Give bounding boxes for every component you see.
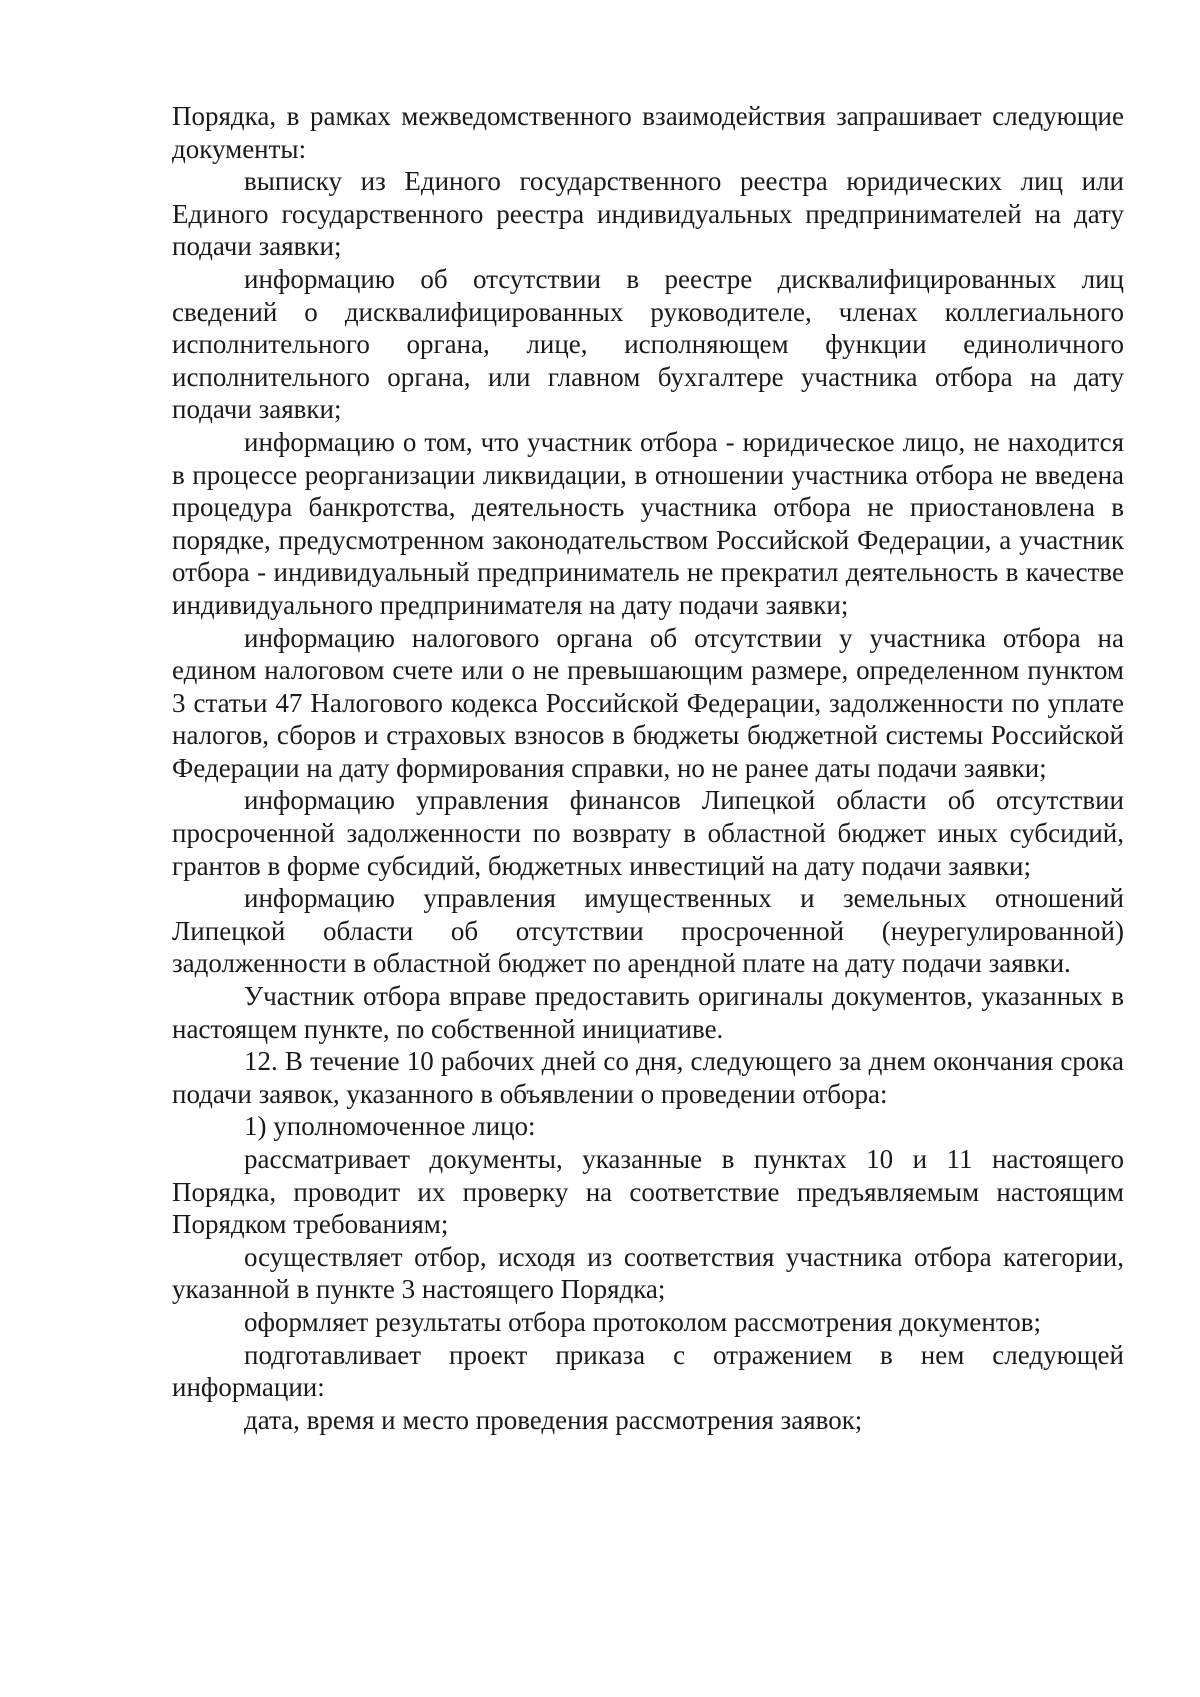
- paragraph-own-initiative: Участник отбора вправе предоставить оригиналы документов, указанных в настоящем пункте, по собственной инициативе.: [172, 981, 1124, 1044]
- paragraph-tax-debt: информацию налогового органа об отсутствии у участника отбора на едином налоговом счете или о не превышающим размере, определенном пунктом 3 статьи 47 Налогового кодекса Российской Федерации, задолженности по уплате налогов, сборов и страховых взносов в бюджеты бюджетной системы Российской Федерации на дату формирования справки, но не ранее даты подачи заявки;: [172, 622, 1124, 783]
- paragraph-protocol: оформляет результаты отбора протоколом рассмотрения документов;: [244, 1306, 1042, 1337]
- paragraph-item-12: 12. В течение 10 рабочих дней со дня, следующего за днем окончания срока подачи заявок, указанного в объявлении о проведении отбора:: [172, 1046, 1124, 1109]
- paragraph-egrul-extract: выписку из Единого государственного реестра юридических лиц или Единого государственного реестра индивидуальных предпринимателей на дату подачи заявки;: [172, 166, 1124, 262]
- paragraph-continuation: Порядка, в рамках межведомственного взаимодействия запрашивает следующие документы:: [172, 101, 1124, 164]
- document-page: [172, 100, 1124, 1436]
- paragraph-property-debt: информацию управления имущественных и земельных отношений Липецкой области об отсутствии просроченной (неурегулированной) задолженности в областной бюджет по арендной плате на дату подачи заявки.: [172, 883, 1124, 979]
- paragraph-finance-debt: информацию управления финансов Липецкой области об отсутствии просроченной задолженности по возврату в областной бюджет иных субсидий, грантов в форме субсидий, бюджетных инвестиций на дату подачи заявки;: [172, 785, 1124, 881]
- paragraph-date-time-place: дата, время и место проведения рассмотрения заявок;: [244, 1404, 863, 1435]
- paragraph-reviews-documents: рассматривает документы, указанные в пунктах 10 и 11 настоящего Порядка, проводит их проверку на соответствие предъявляемым настоящим Порядком требованиям;: [172, 1144, 1124, 1240]
- paragraph-disqualified-persons: информацию об отсутствии в реестре дисквалифицированных лиц сведений о дисквалифицированных руководителе, членах коллегиального исполнительного органа, лице, исполняющем функции единоличного исполнительного органа, или главном бухгалтере участника отбора на дату подачи заявки;: [172, 263, 1124, 425]
- paragraph-performs-selection: осуществляет отбор, исходя из соответствия участника отбора категории, указанной в пункте 3 настоящего Порядка;: [172, 1241, 1124, 1305]
- paragraph-reorganization-status: информацию о том, что участник отбора - юридическое лицо, не находится в процессе реорганизации ликвидации, в отношении участника отбора не введена процедура банкротства, деятельность участника отбора не приостановлена в порядке, предусмотренном законодательством Российской Федерации, а участник отбора - индивидуальный предприниматель не прекратил деятельность в качестве индивидуального предпринимателя на дату подачи заявки;: [172, 426, 1124, 620]
- paragraph-draft-order: подготавливает проект приказа с отражением в нем следующей информации:: [172, 1339, 1124, 1403]
- paragraph-subitem-1: 1) уполномоченное лицо:: [244, 1111, 536, 1142]
